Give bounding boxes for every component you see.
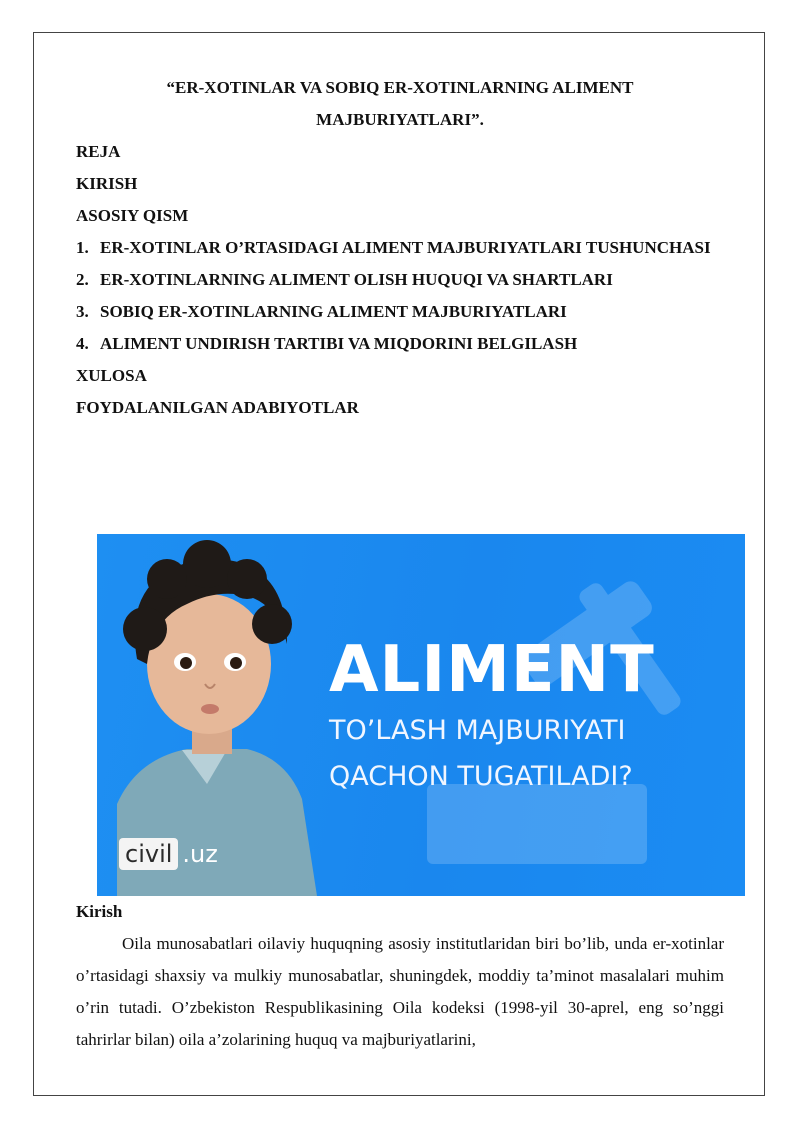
plan-item bbox=[76, 264, 724, 296]
banner-image bbox=[97, 534, 745, 896]
plan-references: FOYDALANILGAN ADABIYOTLAR bbox=[76, 398, 359, 417]
plan-item bbox=[76, 232, 724, 264]
plan-item-number: 4. bbox=[76, 334, 89, 353]
document-content bbox=[76, 72, 724, 424]
body-section bbox=[76, 896, 724, 1056]
plan-item bbox=[76, 328, 724, 360]
plan-item-text: ER-XOTINLARNING ALIMENT OLISH HUQUQI VA SHARTLARI bbox=[100, 270, 613, 289]
banner-line-1: TO’LASH MAJBURIYATI bbox=[329, 715, 626, 746]
plan-main: ASOSIY QISM bbox=[76, 206, 189, 225]
logo-rest: .uz bbox=[182, 840, 218, 868]
section-paragraph: Oila munosabatlari oilaviy huquqning asosiy institutlaridan biri bo’lib, unda er-xotinlar o’rtasidagi shaxsiy va mulkiy munosabatlar, shuningdek, moddiy ta’minot masalalari muhim o’rin tutadi. O’zbekiston Respublikasining Oila kodeksi (1998-yil 30-aprel, eng so’nggi tahrirlar bilan) oila a’zolarining huquq va majburiyatlarini, bbox=[76, 934, 724, 1049]
plan-item-text: ALIMENT UNDIRISH TARTIBI VA MIQDORINI BELGILASH bbox=[100, 334, 578, 353]
logo-box: civil bbox=[119, 838, 178, 870]
plan-item bbox=[76, 296, 724, 328]
plan-intro: KIRISH bbox=[76, 174, 138, 193]
plan-item-number: 2. bbox=[76, 270, 89, 289]
plan-item-number: 3. bbox=[76, 302, 89, 321]
plan-heading: REJA bbox=[76, 142, 121, 161]
plan-list bbox=[76, 232, 724, 360]
plan-item-number: 1. bbox=[76, 238, 89, 257]
plan-item-text: ER-XOTINLAR O’RTASIDAGI ALIMENT MAJBURIYATLARI TUSHUNCHASI bbox=[100, 238, 711, 257]
plan-conclusion: XULOSA bbox=[76, 366, 147, 385]
section-heading: Kirish bbox=[76, 902, 123, 921]
banner-headline: ALIMENT bbox=[329, 633, 655, 707]
banner-line-2: QACHON TUGATILADI? bbox=[329, 761, 633, 792]
document-title: “ER-XOTINLAR VA SOBIQ ER-XOTINLARNING ALIMENT MAJBURIYATLARI”. bbox=[166, 78, 634, 129]
banner-text bbox=[329, 632, 729, 800]
plan-item-text: SOBIQ ER-XOTINLARNING ALIMENT MAJBURIYATLARI bbox=[100, 302, 567, 321]
civil-uz-logo bbox=[119, 838, 218, 870]
